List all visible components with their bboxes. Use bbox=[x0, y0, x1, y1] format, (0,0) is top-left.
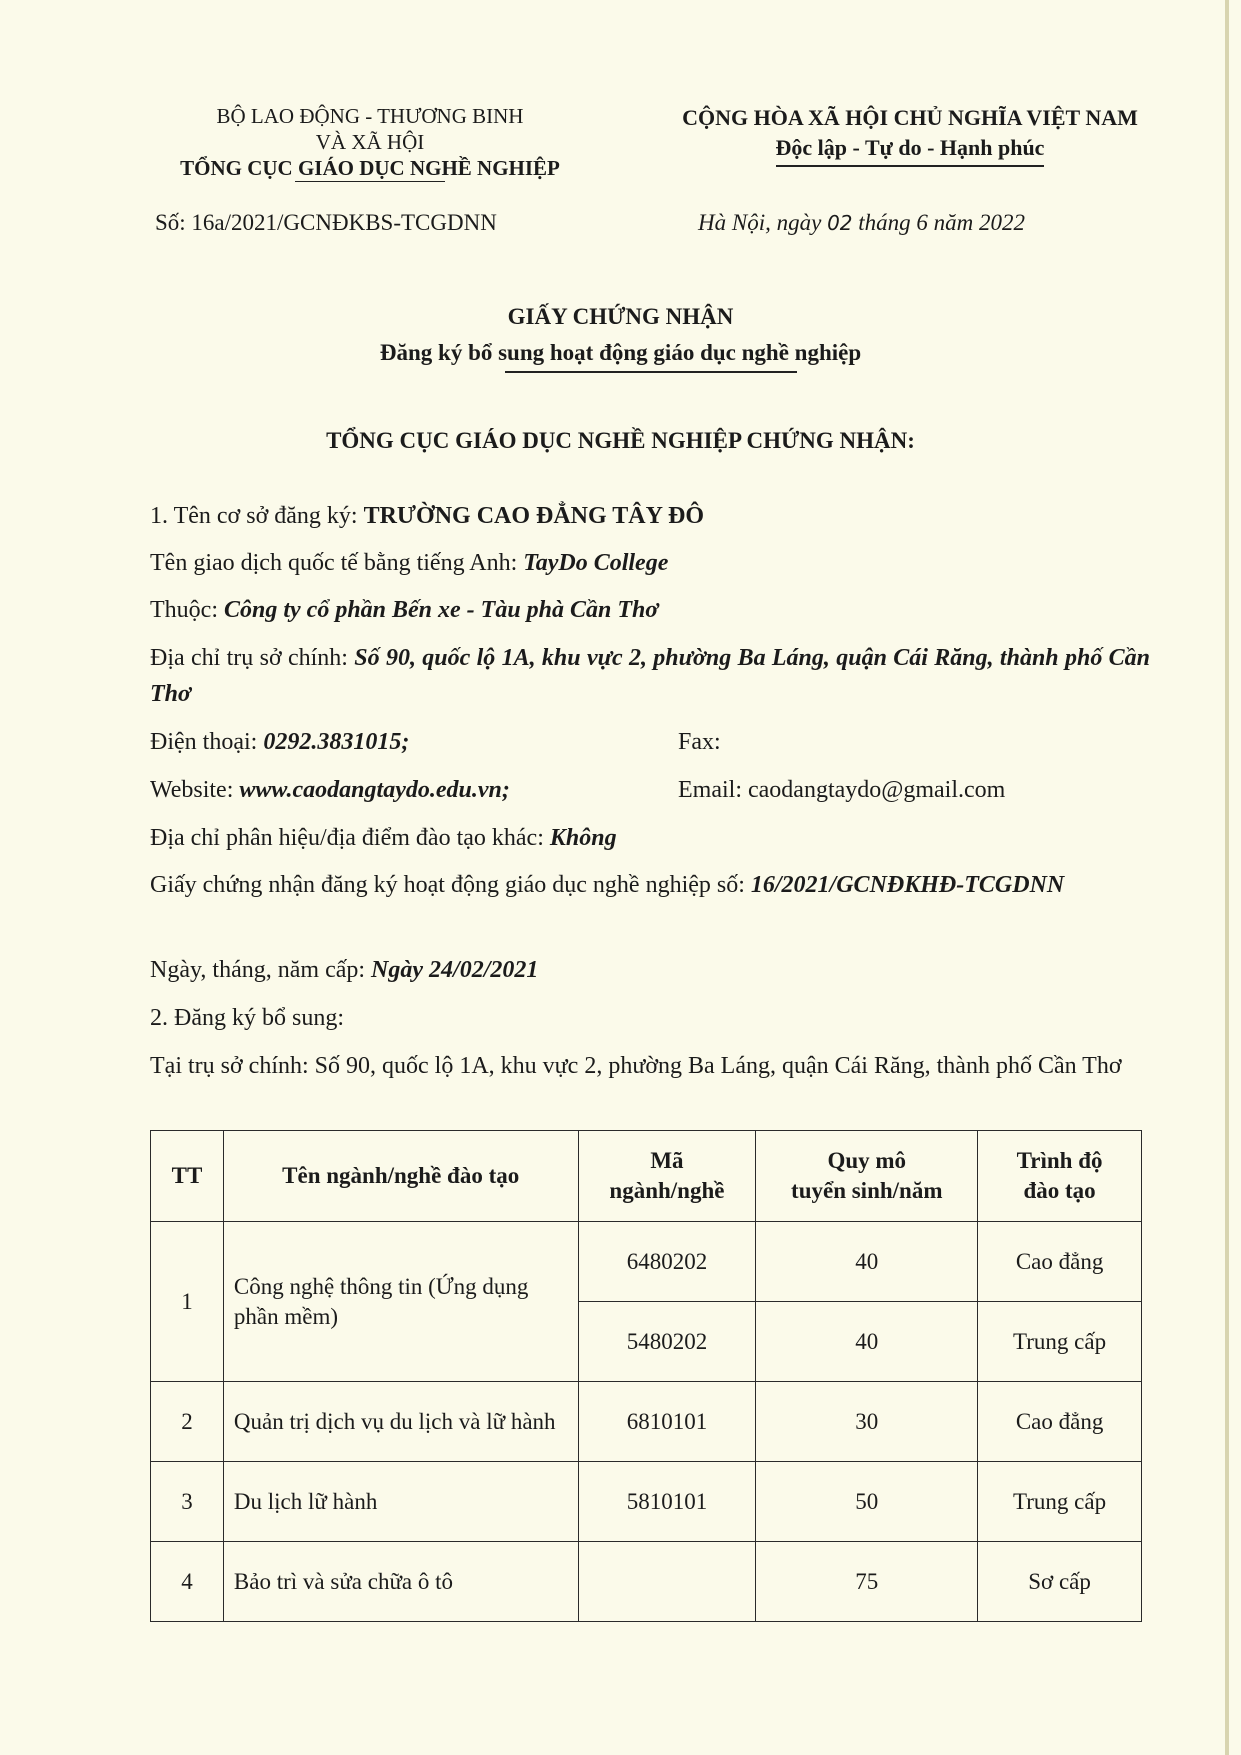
title-sub: Đăng ký bổ sung hoạt động giáo dục nghề nghiệp bbox=[379, 340, 862, 365]
email-label: Email: bbox=[678, 777, 742, 803]
ministry-line-2: VÀ XÃ HỘI bbox=[315, 130, 425, 154]
branch-line bbox=[150, 820, 617, 856]
phone-line bbox=[150, 724, 409, 760]
row3-level: Trung cấp bbox=[978, 1462, 1142, 1542]
header-name: Tên ngành/nghề đào tạo bbox=[223, 1131, 578, 1222]
location-line: Tại trụ sở chính: Số 90, quốc lộ 1A, khu vực 2, phường Ba Láng, quận Cái Răng, thành phố Cần Thơ bbox=[150, 1053, 1122, 1079]
branch-label: Địa chỉ phân hiệu/địa điểm đào tạo khác: bbox=[150, 825, 544, 851]
issued-date-value: Ngày 24/02/2021 bbox=[371, 957, 539, 983]
fax-line bbox=[678, 724, 721, 760]
fax-label: Fax: bbox=[678, 729, 721, 755]
intl-name-value: TayDo College bbox=[523, 550, 669, 576]
parent-org-label: Thuộc: bbox=[150, 597, 218, 623]
table-header-row bbox=[151, 1131, 1142, 1222]
document-title bbox=[0, 299, 1241, 371]
row2-scale: 30 bbox=[756, 1382, 978, 1462]
header-code-line2: ngành/nghề bbox=[609, 1178, 725, 1203]
header-code-line1: Mã bbox=[650, 1148, 684, 1173]
title-main: GIẤY CHỨNG NHẬN bbox=[507, 304, 734, 329]
row1-code: 6480202 bbox=[578, 1222, 756, 1302]
department-name: TỔNG CỤC GIÁO DỤC NGHỀ NGHIỆP bbox=[180, 156, 560, 180]
country-name: CỘNG HÒA XÃ HỘI CHỦ NGHĨA VIỆT NAM bbox=[682, 105, 1138, 130]
header-right bbox=[640, 103, 1180, 167]
table-row bbox=[151, 1462, 1142, 1542]
row1b-scale: 40 bbox=[756, 1302, 978, 1382]
date-prefix: Hà Nội, ngày bbox=[698, 210, 822, 235]
header-level-line1: Trình độ bbox=[1016, 1148, 1103, 1173]
row4-scale: 75 bbox=[756, 1542, 978, 1622]
website-value: www.caodangtaydo.edu.vn; bbox=[239, 777, 510, 803]
reference-number: Số: 16a/2021/GCNĐKBS-TCGDNN bbox=[155, 210, 497, 235]
address-line bbox=[150, 640, 1150, 712]
parent-org-line bbox=[150, 592, 658, 628]
row3-name: Du lịch lữ hành bbox=[223, 1462, 578, 1542]
header-tt: TT bbox=[151, 1131, 224, 1222]
page-edge bbox=[1225, 0, 1229, 1755]
row1-name: Công nghệ thông tin (Ứng dụng phần mềm) bbox=[223, 1222, 578, 1382]
row2-name: Quản trị dịch vụ du lịch và lữ hành bbox=[223, 1382, 578, 1462]
parent-org-value: Công ty cổ phần Bến xe - Tàu phà Cần Thơ bbox=[223, 597, 659, 623]
phone-value: 0292.3831015; bbox=[263, 729, 410, 755]
issued-date-label: Ngày, tháng, năm cấp: bbox=[150, 957, 366, 983]
motto: Độc lập - Tự do - Hạnh phúc bbox=[776, 133, 1045, 167]
certificate-label: Giấy chứng nhận đăng ký hoạt động giáo dục nghề nghiệp số: bbox=[150, 872, 745, 898]
row1b-code: 5480202 bbox=[578, 1302, 756, 1382]
row1b-level: Trung cấp bbox=[978, 1302, 1142, 1382]
issued-date-line bbox=[150, 952, 538, 988]
title-underline bbox=[505, 371, 797, 373]
row4-name: Bảo trì và sửa chữa ô tô bbox=[223, 1542, 578, 1622]
certificate-line bbox=[150, 867, 1150, 903]
row4-code bbox=[578, 1542, 756, 1622]
header-scale bbox=[756, 1131, 978, 1222]
header-left bbox=[135, 103, 605, 182]
date-day: 02 bbox=[827, 211, 853, 235]
row2-tt: 2 bbox=[151, 1382, 224, 1462]
table-row bbox=[151, 1382, 1142, 1462]
email-line bbox=[678, 772, 1005, 808]
row1-scale: 40 bbox=[756, 1222, 978, 1302]
institution-name-value: TRƯỜNG CAO ĐẲNG TÂY ĐÔ bbox=[363, 503, 705, 529]
certificate-value: 16/2021/GCNĐKHĐ-TCGDNN bbox=[750, 872, 1065, 898]
issue-date-line bbox=[698, 210, 1025, 236]
section-2-heading: 2. Đăng ký bổ sung: bbox=[150, 1005, 344, 1031]
intl-name-line bbox=[150, 545, 668, 581]
header-level-line2: đào tạo bbox=[1023, 1178, 1096, 1203]
header-code bbox=[578, 1131, 756, 1222]
address-label: Địa chỉ trụ sở chính: bbox=[150, 645, 348, 671]
row3-code: 5810101 bbox=[578, 1462, 756, 1542]
header-scale-line1: Quy mô bbox=[827, 1148, 907, 1173]
website-line bbox=[150, 772, 510, 808]
institution-name-label: 1. Tên cơ sở đăng ký: bbox=[150, 503, 358, 529]
website-label: Website: bbox=[150, 777, 234, 803]
row2-level: Cao đẳng bbox=[978, 1382, 1142, 1462]
department-underline bbox=[295, 181, 445, 182]
intl-name-label: Tên giao dịch quốc tế bằng tiếng Anh: bbox=[150, 550, 518, 576]
row4-level: Sơ cấp bbox=[978, 1542, 1142, 1622]
row2-code: 6810101 bbox=[578, 1382, 756, 1462]
header-level bbox=[978, 1131, 1142, 1222]
row3-scale: 50 bbox=[756, 1462, 978, 1542]
address-value: Số 90, quốc lộ 1A, khu vực 2, phường Ba Láng, quận Cái Răng, thành phố Cần Thơ bbox=[150, 645, 1150, 707]
certify-heading: TỔNG CỤC GIÁO DỤC NGHỀ NGHIỆP CHỨNG NHẬN: bbox=[326, 428, 915, 453]
training-programs-table bbox=[150, 1130, 1142, 1622]
ministry-line-1: BỘ LAO ĐỘNG - THƯƠNG BINH bbox=[216, 104, 524, 128]
row1-tt: 1 bbox=[151, 1222, 224, 1382]
row1-level: Cao đẳng bbox=[978, 1222, 1142, 1302]
row4-tt: 4 bbox=[151, 1542, 224, 1622]
branch-value: Không bbox=[549, 825, 617, 851]
table-row bbox=[151, 1542, 1142, 1622]
phone-label: Điện thoại: bbox=[150, 729, 258, 755]
row3-tt: 3 bbox=[151, 1462, 224, 1542]
date-suffix: tháng 6 năm 2022 bbox=[858, 210, 1026, 235]
email-value: caodangtaydo@gmail.com bbox=[747, 777, 1006, 803]
table-row bbox=[151, 1222, 1142, 1302]
institution-name-line bbox=[150, 498, 704, 534]
header-scale-line2: tuyển sinh/năm bbox=[791, 1178, 943, 1203]
